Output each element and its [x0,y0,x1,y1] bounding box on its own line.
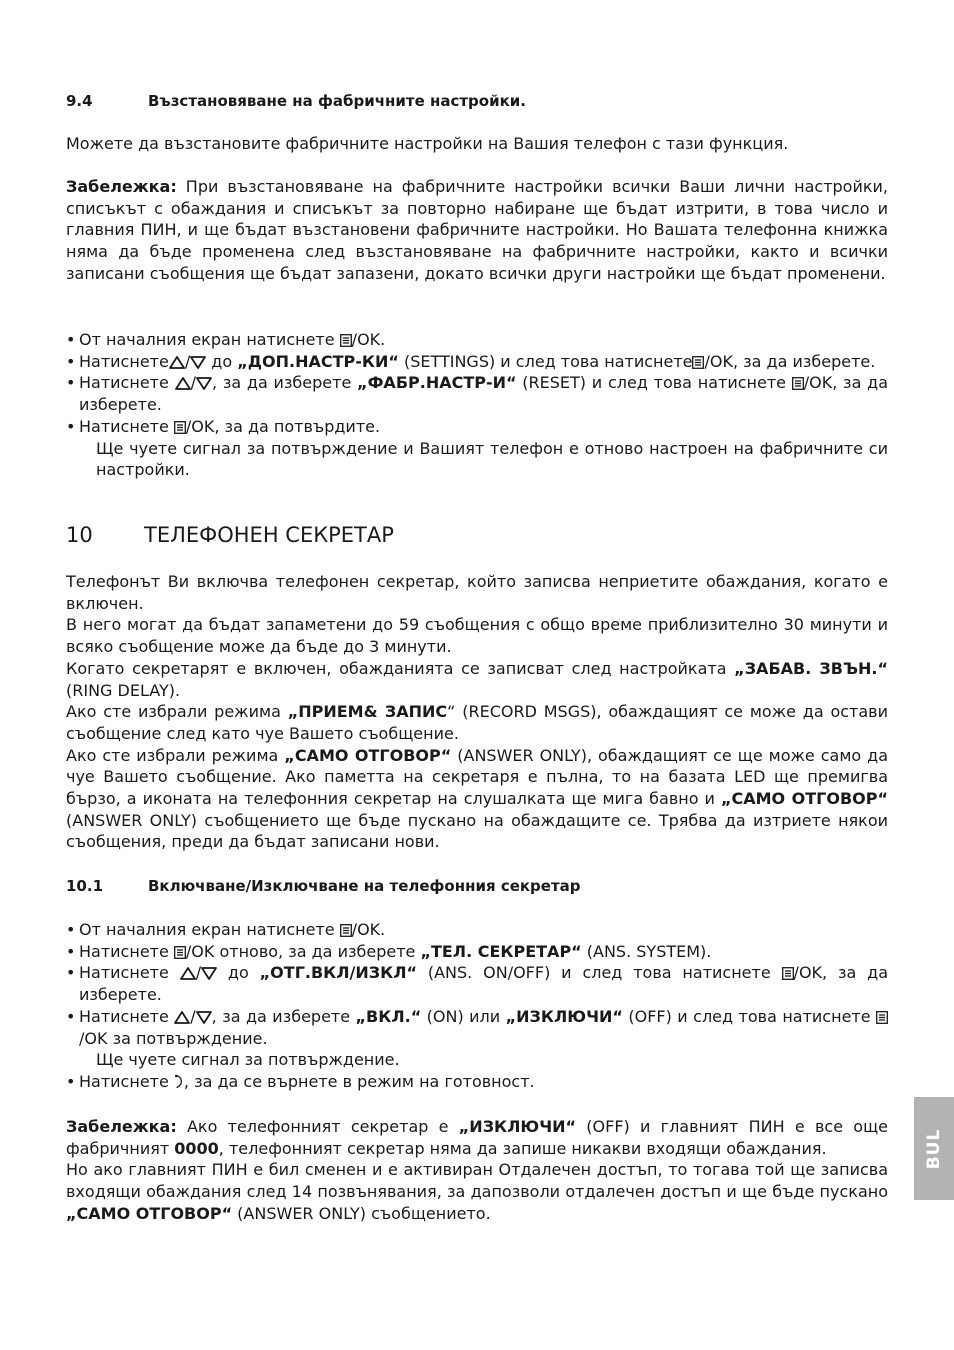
default-pin: 0000 [174,1138,219,1158]
step-continuation: Ще чуете сигнал за потвърждение. [96,1050,400,1070]
section-9-4-steps [66,329,888,481]
down-arrow-icon [196,1011,212,1024]
section-10-1-note [66,1116,888,1225]
text: , телефонният секретар няма да запише никакви входящи обаждания. [218,1138,827,1158]
step-text: От началния екран натиснете [79,330,340,349]
text: “ (RECORD MSGS), обаждащият се може да остави съобщение след като чуе Вашето съобщение. [66,702,889,743]
list-item [66,1071,888,1093]
text: (ANSWER ONLY), обаждащият се ще може само да чуе Вашето съобщение. Ако паметта на секретаря е пълна, то на базата LED ще премигва бързо, а иконата на телефонния секретар на слушалката ще мига бавно и [66,745,889,809]
step-text: /OK, за да изберете. [79,373,888,415]
slash: / [190,373,196,393]
bullet: • [66,1071,76,1091]
step-text: Натиснете [79,941,174,961]
list-item [66,941,888,963]
step-text: (SETTINGS) и след това натиснете [398,351,693,371]
section-number: 9.4 [66,92,93,110]
step-text: , за да изберете [211,1006,356,1026]
text: Ако сте избрали режима [66,702,288,722]
step-text: Натиснете [79,373,175,393]
text: (OFF) и главният ПИН е все още фабричният [66,1117,888,1158]
step-text: /OK. [351,920,386,939]
step-text: /OK за потвърждение. [79,1028,268,1048]
language-tab [914,1097,954,1200]
up-arrow-icon [175,377,191,390]
slash: / [184,351,191,371]
step-text: Натиснете [79,1006,175,1026]
menu-icon [340,334,352,347]
slash: / [195,963,202,983]
step-text: Натиснете [79,351,169,371]
bullet: • [66,963,76,983]
paragraph [66,1116,888,1159]
step-text: , за да изберете [211,373,358,393]
paragraph [66,745,888,854]
paragraph [66,1159,888,1224]
paragraph: Телефонът Ви включва телефонен секретар, който записва неприетите обаждания, когато е включен. [66,572,888,613]
step-text: /OK, за да изберете. [704,351,876,371]
menu-icon [340,924,352,937]
text: (RING DELAY). [66,680,181,700]
bullet: • [66,920,76,939]
section-9-4-note [66,176,888,285]
text: (ANSWER ONLY) съобщението. [232,1203,491,1223]
menu-icon [174,946,186,959]
bullet: • [66,351,76,371]
menu-name: „ЗАБАВ. ЗВЪН.“ [734,658,889,678]
paragraph [66,701,888,744]
step-continuation: Ще чуете сигнал за потвърждение и Вашият телефон е отново настроен на фабричните си настройки. [96,438,888,480]
step-text: Натиснете [79,1071,174,1091]
menu-icon [692,356,704,369]
note-label: Забележка: [66,177,177,196]
list-item [66,372,888,415]
down-arrow-icon [201,967,217,980]
menu-name: „САМО ОТГОВОР“ [66,1203,233,1223]
end-call-icon [174,1074,184,1089]
menu-name: „ОТГ.ВКЛ/ИЗКЛ“ [259,963,418,983]
step-text: /OK отново, за да изберете [185,941,421,961]
step-text: От началния екран натиснете [79,920,340,939]
step-text: /OK, за да изберете. [79,963,889,1005]
section-9-4-heading [66,91,888,111]
step-text: Натиснете [79,963,180,983]
step-text: Натиснете [79,416,174,436]
step-text: , за да се върнете в режим на готовност. [183,1071,535,1091]
menu-icon [782,967,794,980]
list-item [66,416,888,438]
step-text: /OK, за да потвърдите. [185,416,381,436]
menu-name: „ВКЛ.“ [355,1006,422,1026]
note-text: При възстановяване на фабричните настройки всички Ваши лични настройки, списъкът с обаждания и списъкът за повторно набиране ще бъдат изтрити, в това число и главния ПИН, и ще бъдат възстановени фабричните настройки. Но Вашата телефонна книжка няма да бъде променена след възстановяване на фабричните настройки, както и всички записани съобщения ще бъдат запазени, докато всички други настройки ще бъдат променени. [66,177,888,283]
up-arrow-icon [174,1011,190,1024]
list-item [66,962,888,1005]
section-number: 10 [66,523,93,547]
menu-name: „ИЗКЛЮЧИ“ [505,1006,623,1026]
list-item [66,351,888,373]
text: Ако телефонният секретар е [176,1117,459,1136]
bullet: • [66,373,76,393]
text: Но ако главният ПИН е бил сменен и е активиран Отдалечен достъп, то тогава той ще записва входящи обаждания след 14 позвънявания, за дапозволи отдалечен достъп и ще бъде пускано [66,1160,888,1202]
text: Ако сте избрали режима [66,745,285,765]
section-10-1-steps [66,919,888,1093]
section-number: 10.1 [66,877,104,895]
menu-name: „ИЗКЛЮЧИ“ [458,1117,577,1136]
down-arrow-icon [190,356,206,369]
bullet: • [66,1006,76,1026]
section-title: ТЕЛЕФОНЕН СЕКРЕТАР [144,523,394,547]
menu-name: „ТЕЛ. СЕКРЕТАР“ [420,941,582,961]
menu-name: „ПРИЕМ& ЗАПИС [287,702,448,722]
bullet: • [66,330,76,349]
section-title: Включване/Изключване на телефонния секретар [148,877,581,895]
list-item [66,919,888,941]
down-arrow-icon [196,377,212,390]
menu-icon [876,1011,888,1024]
bullet: • [66,416,76,436]
menu-name: „ФАБР.НАСТР-И“ [357,373,517,393]
section-title: Възстановяване на фабричните настройки. [148,92,527,110]
menu-name: „САМО ОТГОВОР“ [284,745,452,765]
text: (ANSWER ONLY) съобщението ще бъде пускано на обаждащите се. Трябва да изтриете някои съобщения, преди да бъдат записани нови. [66,810,888,852]
language-tab-label: BUL [924,1128,944,1169]
paragraph [66,658,888,701]
step-text: до [217,963,260,983]
list-item [66,1006,888,1049]
up-arrow-icon [169,356,185,369]
step-text: (ON) или [421,1006,506,1026]
step-text: (OFF) и след това натиснете [622,1006,877,1026]
menu-icon [792,377,804,390]
slash: / [190,1006,196,1026]
step-text: (ANS. ON/OFF) и след това натиснете [417,963,782,983]
bullet: • [66,941,76,961]
note-label: Забележка: [66,1117,177,1136]
section-10-heading [66,521,888,549]
menu-name: „ДОП.НАСТР-КИ“ [237,351,399,371]
up-arrow-icon [180,967,196,980]
step-text: до [206,351,238,371]
step-text: /OK. [351,330,386,349]
section-9-4-intro: Можете да възстановите фабричните настройки на Вашия телефон с тази функция. [66,134,789,153]
section-10-1-heading [66,876,888,896]
menu-icon [174,421,186,434]
section-10-body [66,571,888,853]
menu-name: „САМО ОТГОВОР“ [720,789,888,809]
step-text: (RESET) и след това натиснете [516,373,792,393]
text: Когато секретарят е включен, обажданията се записват след настройката [66,658,735,678]
step-text: (ANS. SYSTEM). [581,941,712,961]
list-item [66,329,888,351]
paragraph: В него могат да бъдат запаметени до 59 съобщения с общо време приблизително 30 минути и всяко съобщение може да бъде до 3 минути. [66,615,888,657]
